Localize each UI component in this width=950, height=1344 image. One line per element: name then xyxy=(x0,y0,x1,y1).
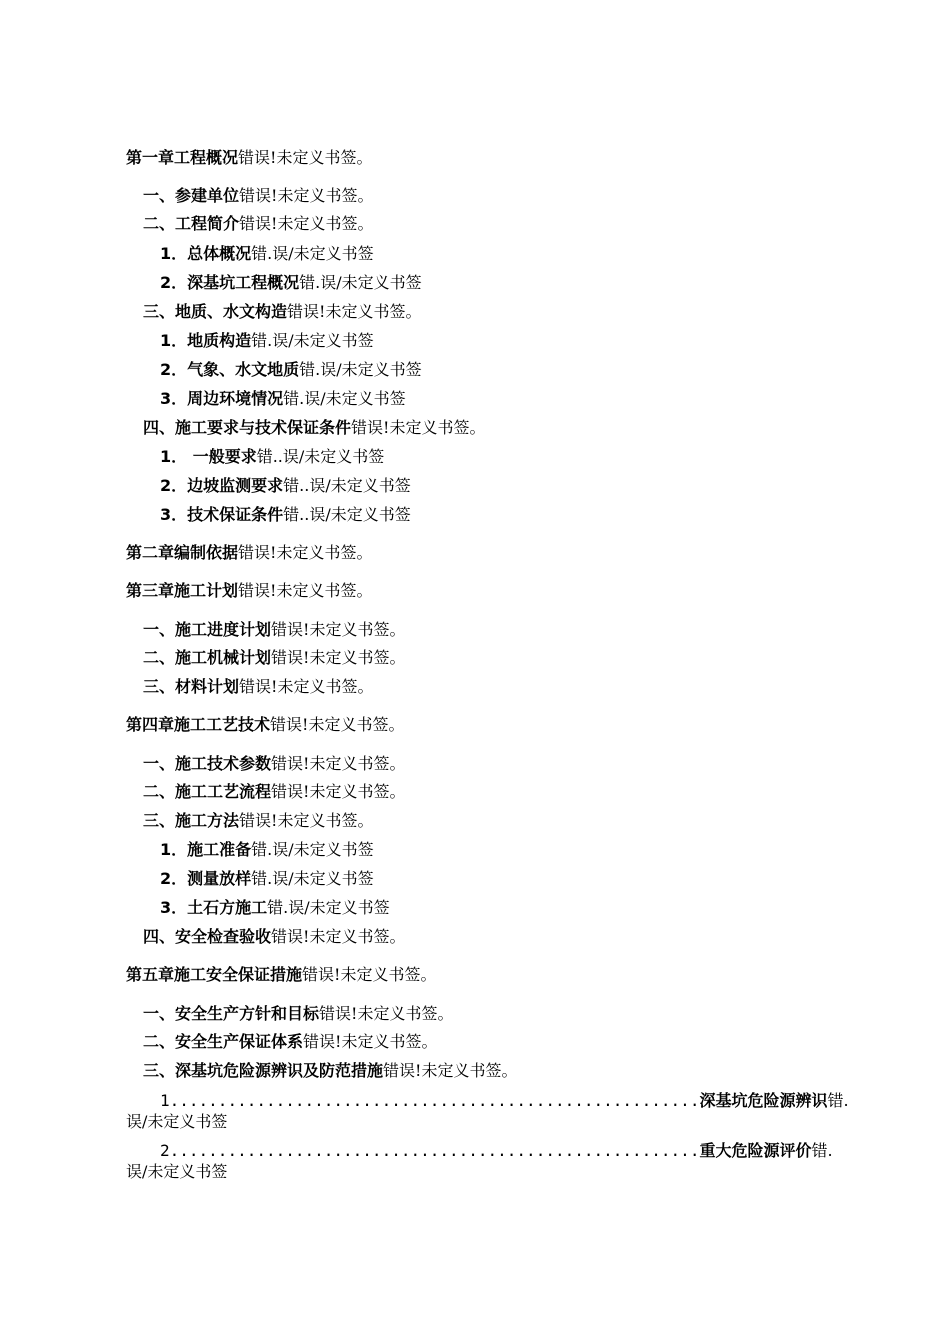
toc-error: 错.误/未定义书签 xyxy=(251,869,374,888)
toc-title: 四、施工要求与技术保证条件 xyxy=(143,418,352,437)
toc-title: 第五章施工安全保证措施 xyxy=(126,965,303,984)
toc-error: 错.误/未定义书签 xyxy=(251,331,374,350)
toc-title: 二、施工机械计划 xyxy=(143,648,272,667)
toc-error: 错.误/未定义书签 xyxy=(299,273,422,292)
toc-title: 一、施工技术参数 xyxy=(143,754,272,773)
toc-error: 错误!未定义书签。 xyxy=(351,418,486,437)
toc-section-1-3[interactable] xyxy=(143,302,421,322)
toc-error: 错误!未定义书签。 xyxy=(319,1004,454,1023)
toc-error: 错误!未定义书签。 xyxy=(238,543,373,562)
toc-chapter-3[interactable] xyxy=(126,581,372,601)
toc-title: 三、地质、水文构造 xyxy=(143,302,288,321)
toc-section-1-1[interactable] xyxy=(143,186,373,206)
toc-error: 错.误/未定义书签 xyxy=(251,840,374,859)
toc-section-3-3[interactable] xyxy=(143,677,373,697)
toc-chapter-4[interactable] xyxy=(126,715,404,735)
toc-subsection-4-3-2[interactable] xyxy=(160,869,374,889)
toc-error: 错.误/未定义书签 xyxy=(251,244,374,263)
toc-error: 错误!未定义书签。 xyxy=(239,214,374,233)
toc-dot-leader: ....................................................... xyxy=(169,1141,700,1160)
toc-section-4-4[interactable] xyxy=(143,927,405,947)
toc-title: 第二章编制依据 xyxy=(126,543,239,562)
toc-subsection-1-3-2[interactable] xyxy=(160,360,422,380)
toc-subsection-1-3-1[interactable] xyxy=(160,331,374,351)
toc-title: 1．总体概况 xyxy=(160,244,252,263)
toc-error: 错误!未定义书签。 xyxy=(271,648,406,667)
toc-title: 1． 一般要求 xyxy=(160,447,257,466)
toc-error: 错误!未定义书签。 xyxy=(287,302,422,321)
toc-error: 错误!未定义书签。 xyxy=(383,1061,518,1080)
toc-title: 三、材料计划 xyxy=(143,677,240,696)
toc-subsection-5-3-2[interactable] xyxy=(160,1141,833,1161)
toc-subsection-4-3-3[interactable] xyxy=(160,898,390,918)
toc-title: 1．施工准备 xyxy=(160,840,252,859)
toc-chapter-5[interactable] xyxy=(126,965,436,985)
toc-section-1-4[interactable] xyxy=(143,418,485,438)
toc-title: 二、安全生产保证体系 xyxy=(143,1032,304,1051)
toc-title: 三、施工方法 xyxy=(143,811,240,830)
toc-chapter-1[interactable] xyxy=(126,148,372,168)
toc-error: 错..误/未定义书签 xyxy=(283,505,411,524)
toc-error: 错误!未定义书签。 xyxy=(270,715,405,734)
toc-title: 2．边坡监测要求 xyxy=(160,476,284,495)
toc-dot-leader: ....................................................... xyxy=(169,1091,700,1110)
toc-title: 3．周边环境情况 xyxy=(160,389,284,408)
toc-subsection-5-3-1[interactable] xyxy=(160,1091,849,1111)
toc-error: 误/未定义书签 xyxy=(126,1112,228,1131)
toc-subsection-1-3-3[interactable] xyxy=(160,389,406,409)
toc-error: 错误!未定义书签。 xyxy=(238,148,373,167)
toc-title: 一、参建单位 xyxy=(143,186,240,205)
toc-title: 2．测量放样 xyxy=(160,869,252,888)
toc-title: 三、深基坑危险源辨识及防范措施 xyxy=(143,1061,384,1080)
toc-section-4-2[interactable] xyxy=(143,782,405,802)
toc-title: 3．技术保证条件 xyxy=(160,505,284,524)
toc-error: 错误!未定义书签。 xyxy=(271,754,406,773)
toc-error: 错.误/未定义书签 xyxy=(283,389,406,408)
toc-subsection-5-3-1-wrap xyxy=(126,1112,227,1132)
toc-number: 1 xyxy=(160,1091,170,1110)
toc-section-5-2[interactable] xyxy=(143,1032,437,1052)
toc-error: 误/未定义书签 xyxy=(126,1162,228,1181)
toc-error: 错误!未定义书签。 xyxy=(238,581,373,600)
toc-title: 二、工程简介 xyxy=(143,214,240,233)
toc-title: 一、施工进度计划 xyxy=(143,620,272,639)
toc-subsection-4-3-1[interactable] xyxy=(160,840,374,860)
toc-title: 2．气象、水文地质 xyxy=(160,360,300,379)
toc-section-3-1[interactable] xyxy=(143,620,405,640)
toc-error: 错. xyxy=(811,1141,833,1160)
toc-error: 错误!未定义书签。 xyxy=(239,186,374,205)
toc-subsection-1-2-1[interactable] xyxy=(160,244,374,264)
toc-error: 错误!未定义书签。 xyxy=(239,677,374,696)
toc-error: 错..误/未定义书签 xyxy=(256,447,385,466)
toc-title: 第四章施工工艺技术 xyxy=(126,715,271,734)
toc-section-4-1[interactable] xyxy=(143,754,405,774)
toc-error: 错误!未定义书签。 xyxy=(271,782,406,801)
toc-title: 一、安全生产方针和目标 xyxy=(143,1004,320,1023)
toc-subsection-1-4-1[interactable] xyxy=(160,447,384,467)
toc-subsection-1-2-2[interactable] xyxy=(160,273,422,293)
toc-error: 错误!未定义书签。 xyxy=(271,620,406,639)
toc-title: 四、安全检查验收 xyxy=(143,927,272,946)
toc-section-1-2[interactable] xyxy=(143,214,373,234)
toc-section-3-2[interactable] xyxy=(143,648,405,668)
toc-error: 错.误/未定义书签 xyxy=(299,360,422,379)
toc-title: 二、施工工艺流程 xyxy=(143,782,272,801)
toc-title: 重大危险源评价 xyxy=(699,1141,812,1160)
toc-title: 深基坑危险源辨识 xyxy=(699,1091,828,1110)
toc-title: 1．地质构造 xyxy=(160,331,252,350)
toc-error: 错误!未定义书签。 xyxy=(271,927,406,946)
toc-section-5-1[interactable] xyxy=(143,1004,453,1024)
toc-section-5-3[interactable] xyxy=(143,1061,517,1081)
toc-error: 错..误/未定义书签 xyxy=(283,476,411,495)
toc-subsection-1-4-3[interactable] xyxy=(160,505,411,525)
toc-error: 错误!未定义书签。 xyxy=(239,811,374,830)
toc-title: 第三章施工计划 xyxy=(126,581,239,600)
toc-section-4-3[interactable] xyxy=(143,811,373,831)
toc-subsection-1-4-2[interactable] xyxy=(160,476,411,496)
toc-subsection-5-3-2-wrap xyxy=(126,1162,227,1182)
toc-error: 错误!未定义书签。 xyxy=(302,965,437,984)
toc-error: 错误!未定义书签。 xyxy=(303,1032,438,1051)
toc-error: 错. xyxy=(827,1091,849,1110)
toc-title: 第一章工程概况 xyxy=(126,148,239,167)
toc-number: 2 xyxy=(160,1141,170,1160)
toc-title: 3．土石方施工 xyxy=(160,898,268,917)
toc-error: 错.误/未定义书签 xyxy=(267,898,390,917)
toc-chapter-2[interactable] xyxy=(126,543,372,563)
toc-title: 2．深基坑工程概况 xyxy=(160,273,300,292)
